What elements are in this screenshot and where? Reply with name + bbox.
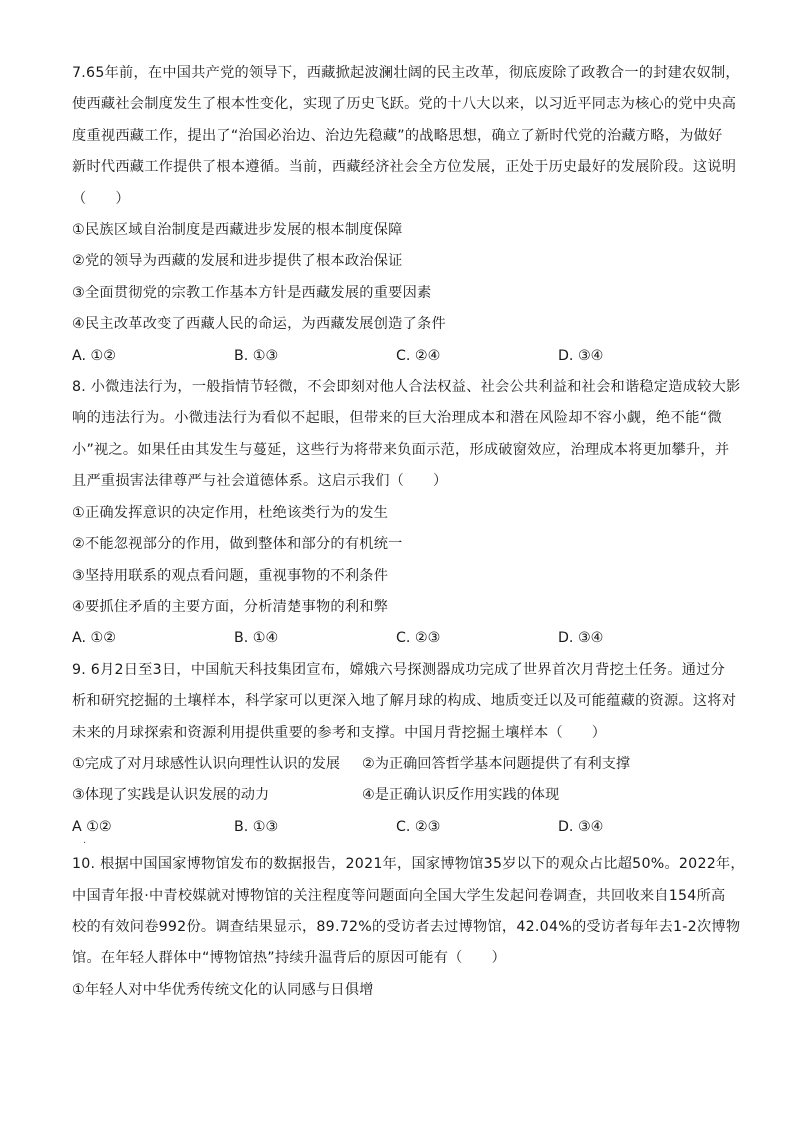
- question-9-options: [72, 812, 722, 843]
- question-8-stem-line-1: 8. 小微违法行为，一般指情节轻微，不会即刻对他人合法权益、社会公共利益和社会和谐稳定造成较大影: [72, 379, 741, 396]
- option-b[interactable]: B. ①③: [234, 818, 279, 835]
- question-10: [72, 849, 745, 1006]
- option-b[interactable]: B. ①④: [234, 630, 279, 647]
- option-a[interactable]: A. ①②: [72, 630, 116, 647]
- question-9-statement-1: ①完成了对月球感性认识向理性认识的发展: [72, 755, 341, 772]
- question-7-statement-4: ④民主改革改变了西藏人民的命运，为西藏发展创造了条件: [72, 316, 446, 333]
- question-8-options: [72, 623, 722, 654]
- option-d[interactable]: D. ③④: [558, 630, 604, 647]
- question-8-stem-line-2: 响的违法行为。小微违法行为看似不起眼，但带来的巨大治理成本和潜在风险却不容小觑，绝不能“微: [72, 410, 722, 427]
- question-9-stem-line-1: 9. 6月2日至3日，中国航天科技集团宣布，嫦娥六号探测器成功完成了世界首次月背挖土任务。通过分: [72, 661, 726, 678]
- question-9-statements-row-2: [72, 780, 722, 811]
- question-7-stem-line-1: 7.65年前，在中国共产党的领导下，西藏掀起波澜壮阔的民主改革，彻底废除了政教合一的封建农奴制，: [72, 65, 740, 81]
- question-7: [72, 58, 740, 372]
- stray-dot-mark: ·: [83, 838, 87, 849]
- question-7-statement-1: ①民族区域自治制度是西藏进步发展的根本制度保障: [72, 222, 403, 239]
- question-9-statement-2: ②为正确回答哲学基本问题提供了有利支撑: [362, 755, 631, 772]
- option-c[interactable]: C. ②③: [396, 818, 441, 835]
- question-10-stem-line-3: 校的有效问卷992份。调查结果显示，89.72%的受访者去过博物馆，42.04%的受访者每年去1-2次博物: [72, 918, 741, 935]
- question-8-statement-3: ③坚持用联系的观点看问题，重视事物的不利条件: [72, 567, 389, 584]
- question-9-statements-row-1: [72, 749, 722, 780]
- option-a[interactable]: A. ①②: [72, 347, 116, 364]
- question-9-stem-line-3: 未来的月球探索和资源利用提供重要的参考和支撑。中国月背挖掘土壤样本（ ）: [72, 724, 607, 741]
- question-8-statement-1: ①正确发挥意识的决定作用，杜绝该类行为的发生: [72, 504, 389, 521]
- question-10-stem-line-4: 馆。在年轻人群体中“博物馆热”持续升温背后的原因可能有（ ）: [72, 950, 506, 967]
- question-9-statement-4: ④是正确认识反作用实践的体现: [362, 787, 560, 804]
- option-d[interactable]: D. ③④: [558, 347, 604, 364]
- question-8-statement-4: ④要抓住矛盾的主要方面，分析清楚事物的利和弊: [72, 598, 389, 615]
- option-c[interactable]: C. ②④: [396, 347, 441, 364]
- question-8-statement-2: ②不能忽视部分的作用，做到整体和部分的有机统一: [72, 536, 403, 553]
- question-7-options: [72, 341, 722, 372]
- question-10-stem-line-1: 10. 根据中国国家博物馆发布的数据报告，2021年，国家博物馆35岁以下的观众占比超50%。2022年，: [72, 856, 745, 873]
- option-b[interactable]: B. ①③: [234, 347, 279, 364]
- question-7-stem-line-4: 新时代西藏工作提供了根本遵循。当前，西藏经济社会全方位发展，正处于历史最好的发展阶段。这说明: [72, 159, 737, 176]
- question-7-statement-2: ②党的领导为西藏的发展和进步提供了根本政治保证: [72, 253, 403, 270]
- option-d[interactable]: D. ③④: [558, 818, 604, 835]
- question-9-stem-line-2: 析和研究挖掘的土壤样本，科学家可以更深入地了解月球的构成、地质变迁以及可能蕴藏的资源。这将对: [72, 693, 737, 710]
- option-a[interactable]: A ①②: [72, 818, 112, 835]
- question-8: [72, 372, 741, 655]
- question-8-stem-line-4: 且严重损害法律尊严与社会道德体系。这启示我们（ ）: [72, 473, 448, 490]
- question-7-answer-blank: （ ）: [72, 190, 130, 207]
- option-c[interactable]: C. ②③: [396, 630, 441, 647]
- question-10-stem-line-2: 中国青年报·中青校媒就对博物馆的关注程度等问题面向全国大学生发起问卷调查，共回收来自154所高: [72, 887, 726, 904]
- question-7-statement-3: ③全面贯彻党的宗教工作基本方针是西藏发展的重要因素: [72, 284, 432, 301]
- question-10-statement-1: ①年轻人对中华优秀传统文化的认同感与日俱增: [72, 981, 374, 998]
- question-8-stem-line-3: 小”视之。如果任由其发生与蔓延，这些行为将带来负面示范，形成破窗效应，治理成本将更加攀升，并: [72, 441, 730, 458]
- question-7-stem-line-2: 使西藏社会制度发生了根本性变化，实现了历史飞跃。党的十八大以来，以习近平同志为核心的党中央高: [72, 96, 737, 113]
- exam-page: [72, 58, 745, 1006]
- question-9: [72, 655, 737, 843]
- question-7-stem-line-3: 度重视西藏工作，提出了“治国必治边、治边先稳藏”的战略思想，确立了新时代党的治藏方略，为做好: [72, 127, 723, 144]
- question-9-statement-3: ③体现了实践是认识发展的动力: [72, 787, 270, 804]
